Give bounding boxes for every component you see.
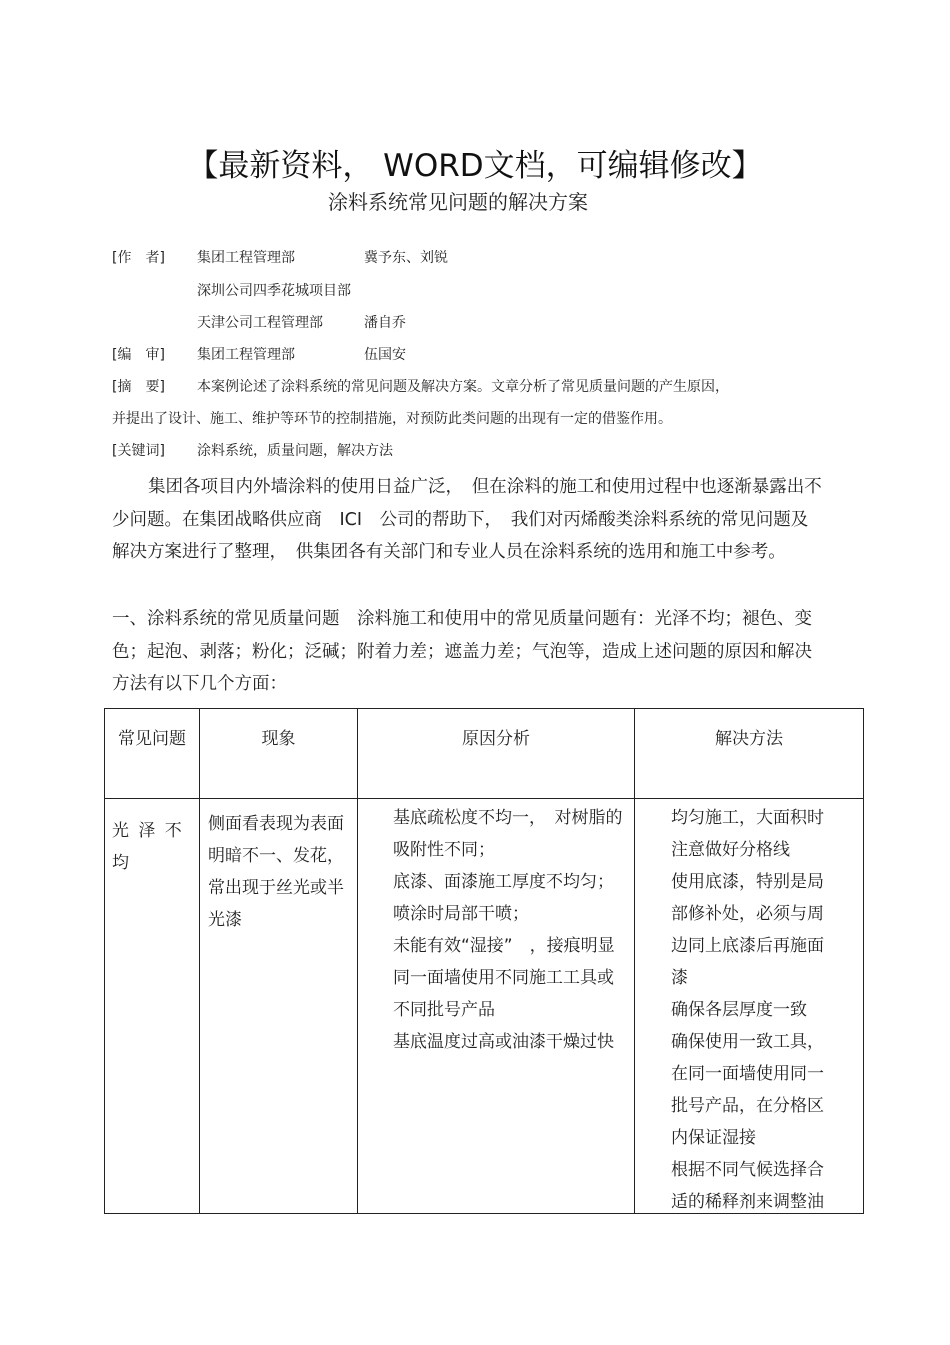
table-header-solution: 解决方法 xyxy=(715,729,783,749)
row-phenomenon: 侧面看表现为表面明暗不一、发花，常出现于丝光或半光漆 xyxy=(208,814,344,930)
table-header-problem: 常见问题 xyxy=(118,729,186,749)
author-org-3: 天津公司工程管理部 xyxy=(197,315,323,331)
author-org-2: 深圳公司四季花城项目部 xyxy=(197,283,351,299)
author-names-3: 潘自乔 xyxy=(364,315,406,331)
abstract-line-2: 并提出了设计、施工、维护等环节的控制措施，对预防此类问题的出现有一定的借鉴作用。 xyxy=(112,411,672,427)
intro-paragraph: 集团各项目内外墙涂料的使用日益广泛， 但在涂料的施工和使用过程中也逐渐暴露出不少问题。在集团战略供应商 ICI 公司的帮助下， 我们对丙烯酸类涂料系统的常见问题及解决方案进行了整理， 供集团各有关部门和专业人员在涂料系统的选用和施工中参考。 xyxy=(112,477,822,562)
solution-item: 确保使用一致工具，在同一面墙使用同一批号产品，在分格区内保证湿接 xyxy=(671,1032,824,1148)
table-header-divider xyxy=(105,798,863,799)
author-label: [作 者] xyxy=(112,250,165,266)
editor-org: 集团工程管理部 xyxy=(197,347,295,363)
table-column-divider xyxy=(357,709,358,1213)
row-problem: 光 泽 不 均 xyxy=(112,821,184,873)
abstract-label: [摘 要] xyxy=(112,379,165,395)
solution-item: 确保各层厚度一致 xyxy=(671,1000,807,1020)
cause-item: 同一面墙使用不同施工工具或不同批号产品 xyxy=(393,968,614,1020)
solution-item: 使用底漆，特别是局部修补处，必须与周边同上底漆后再施面漆 xyxy=(671,872,824,988)
cause-item: 未能有效“湿接” ，接痕明显 xyxy=(393,936,615,956)
keywords-value: 涂料系统，质量问题，解决方法 xyxy=(197,443,393,459)
abstract-line-1: 本案例论述了涂料系统的常见问题及解决方案。文章分析了常见质量问题的产生原因， xyxy=(197,379,729,395)
table-header-cause: 原因分析 xyxy=(462,729,530,749)
solution-item: 根据不同气候选择合适的稀释剂来调整油 xyxy=(671,1160,824,1212)
document-title: 涂料系统常见问题的解决方案 xyxy=(328,190,588,214)
author-names-1: 冀予东、刘锐 xyxy=(364,250,448,266)
cause-item: 底漆、面漆施工厚度不均匀； xyxy=(393,872,614,892)
editor-name: 伍国安 xyxy=(364,347,406,363)
solution-item: 均匀施工，大面积时注意做好分格线 xyxy=(671,808,824,860)
row-solutions xyxy=(671,802,839,1218)
table-header-phenomenon: 现象 xyxy=(261,729,296,749)
cause-item: 基底温度过高或油漆干燥过快 xyxy=(393,1032,614,1052)
row-causes xyxy=(393,802,623,1058)
editor-label: [编 审] xyxy=(112,347,165,363)
author-org-1: 集团工程管理部 xyxy=(197,250,295,266)
table-column-divider xyxy=(199,709,200,1213)
cause-item: 喷涂时局部干喷； xyxy=(393,904,529,924)
document-banner: 【最新资料， WORD文档，可编辑修改】 xyxy=(187,148,763,184)
keywords-label: [关键词] xyxy=(112,443,165,459)
table-column-divider xyxy=(634,709,635,1213)
cause-item: 基底疏松度不均一， 对树脂的吸附性不同； xyxy=(393,808,623,860)
section-1-paragraph: 一、涂料系统的常见质量问题 涂料施工和使用中的常见质量问题有：光泽不均；褪色、变色；起泡、剥落；粉化；泛碱；附着力差；遮盖力差；气泡等，造成上述问题的原因和解决方法有以下几个方面： xyxy=(112,609,812,694)
issues-table xyxy=(104,708,864,1214)
